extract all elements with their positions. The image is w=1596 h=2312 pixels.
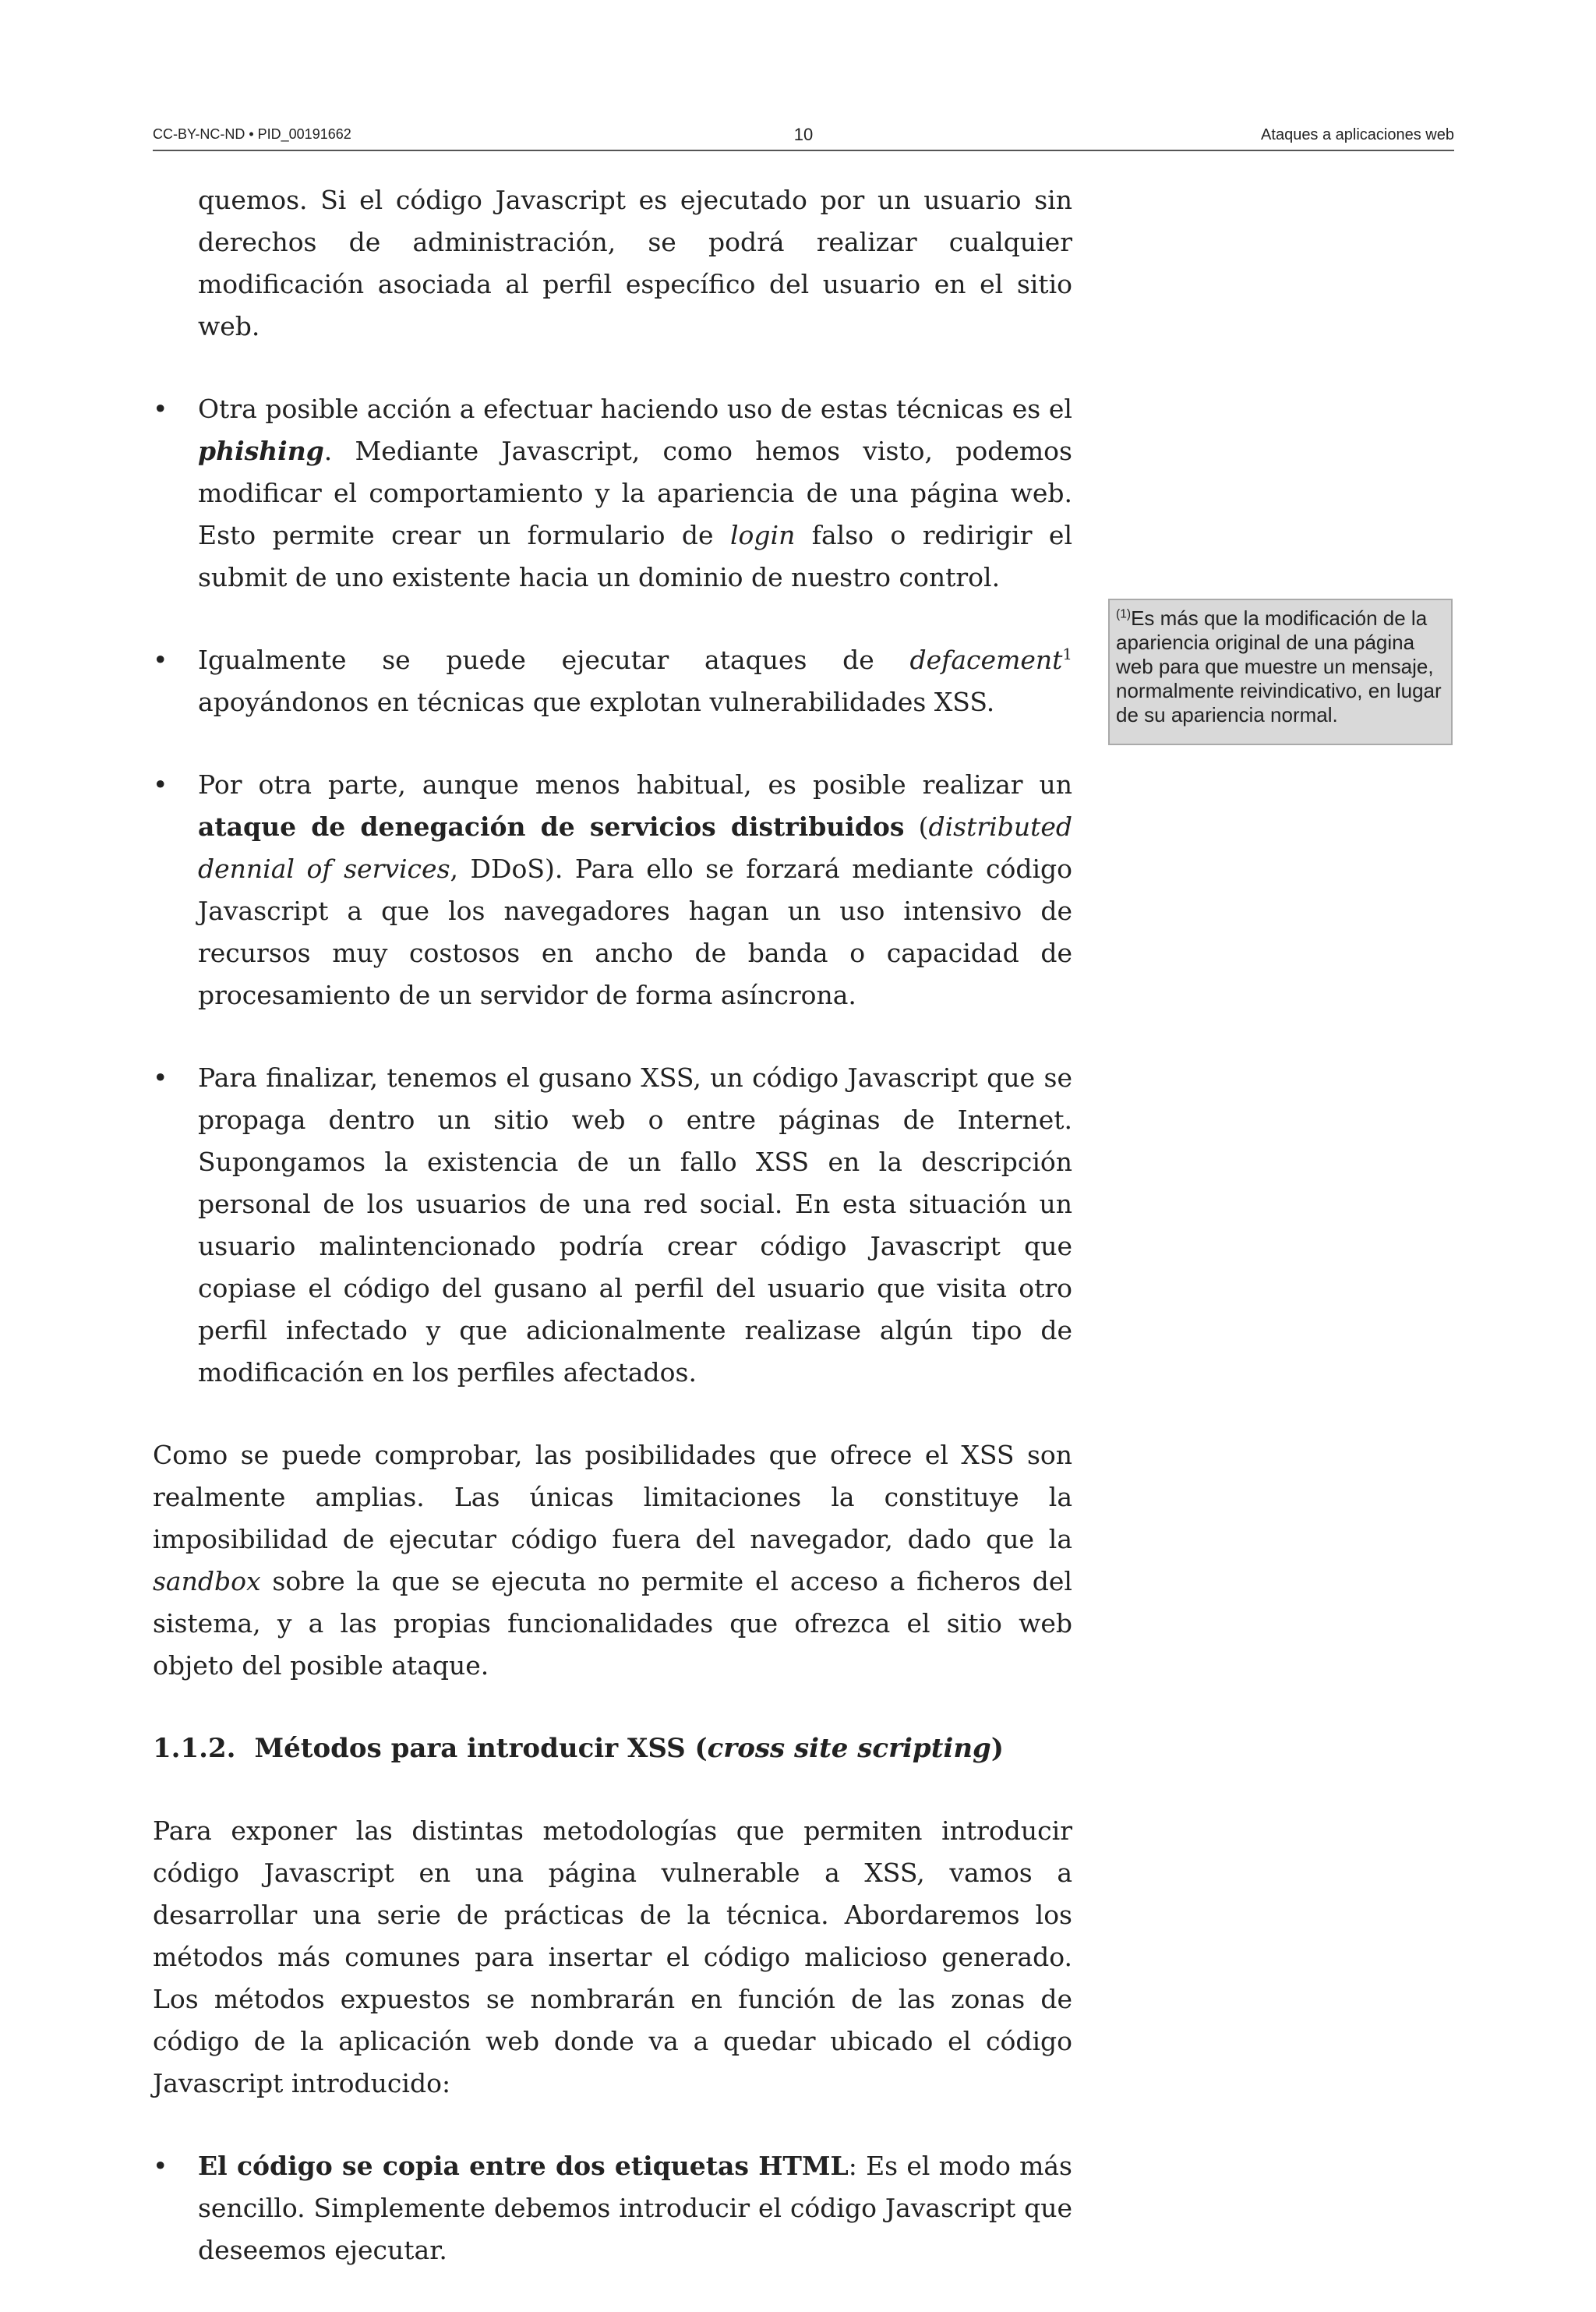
header-license: CC-BY-NC-ND • PID_00191662 xyxy=(153,126,351,142)
paragraph: Para exponer las distintas metodologías que permiten introducir código Javascript en una página vulnerable a XSS, vamos a desarrollar una serie de prácticas de la técnica. Abordaremos los métodos más comunes para insertar el código malicioso generado. Los métodos expuestos se nombrarán en función de las zonas de código de la aplicación web donde va a quedar ubicado el código Javascript introducido: xyxy=(153,1815,1072,2098)
bullet-icon: • xyxy=(153,394,168,424)
page-number: 10 xyxy=(793,125,814,144)
bullet-icon: • xyxy=(153,1062,168,1093)
footnote-ref[interactable]: 1 xyxy=(1062,645,1072,663)
sidenote-text: Es más que la modificación de la apariencia original de una página web para que muestre un mensaje, normalmente reivindicativo, en lugar de su apariencia normal. xyxy=(1116,606,1442,726)
bullet-icon: • xyxy=(153,769,168,800)
bullet-icon: • xyxy=(153,645,168,675)
page-header xyxy=(153,126,1454,151)
header-title: Ataques a aplicaciones web xyxy=(1261,126,1454,143)
sidenote-marker: (1) xyxy=(1116,607,1132,621)
paragraph: Como se puede comprobar, las posibilidades que ofrece el XSS son realmente amplias. Las únicas limitaciones la constituye la imposibilidad de ejecutar código fuera del navegador, dado que la sandbox sobre la que se ejecuta no permite el acceso a ficheros del sistema, y a las propias funcionalidades que ofrezca el sitio web objeto del posible ataque. xyxy=(153,1440,1072,1681)
list-item: • Por otra parte, aunque menos habitual, es posible realizar un ataque de denegación de servicios distribuidos (distributed dennial of services, DDoS). Para ello se forzará mediante código Javascript a que los navegadores hagan un uso intensivo de recursos muy costosos en ancho de banda o capacidad de procesamiento de un servidor de forma asíncrona. xyxy=(153,764,1072,1016)
sidenote xyxy=(1108,599,1453,745)
list-item: • Otra posible acción a efectuar haciendo uso de estas técnicas es el phishing. Mediante Javascript, como hemos visto, podemos modificar el comportamiento y la apariencia de una página web. Esto permite crear un formulario de login falso o redirigir el submit de uno existente hacia un dominio de nuestro control. xyxy=(153,388,1072,599)
continuation-text: quemos. Si el código Javascript es ejecutado por un usuario sin derechos de administración, se podrá realizar cualquier modificación asociada al perfil específico del usuario en el sitio web. xyxy=(198,185,1072,341)
bullet-icon: • xyxy=(153,2151,168,2181)
list-item: • Igualmente se puede ejecutar ataques de defacement$^1$ apoyándonos en técnicas que explotan vulnerabilidades XSS. xyxy=(153,639,1072,723)
list-item: • Para finalizar, tenemos el gusano XSS, un código Javascript que se propaga dentro un sitio web o entre páginas de Internet. Supongamos la existencia de un fallo XSS en la descripción personal de los usuarios de una red social. En esta situación un usuario malintencionado podría crear código Javascript que copiase el código del gusano al perfil del usuario que visita otro perfil infectado y que adicionalmente realizase algún tipo de modificación en los perfiles afectados. xyxy=(153,1057,1072,1394)
section-heading: 1.1.2. Métodos para introducir XSS (cross site scripting) xyxy=(153,1733,1004,1764)
main-text xyxy=(153,179,1072,2312)
list-item: • El código se copia entre dos etiquetas HTML: Es el modo más sencillo. Simplemente debemos introducir el código Javascript que deseemos ejecutar. xyxy=(153,2145,1072,2271)
section-number: 1.1.2. xyxy=(153,1733,236,1764)
